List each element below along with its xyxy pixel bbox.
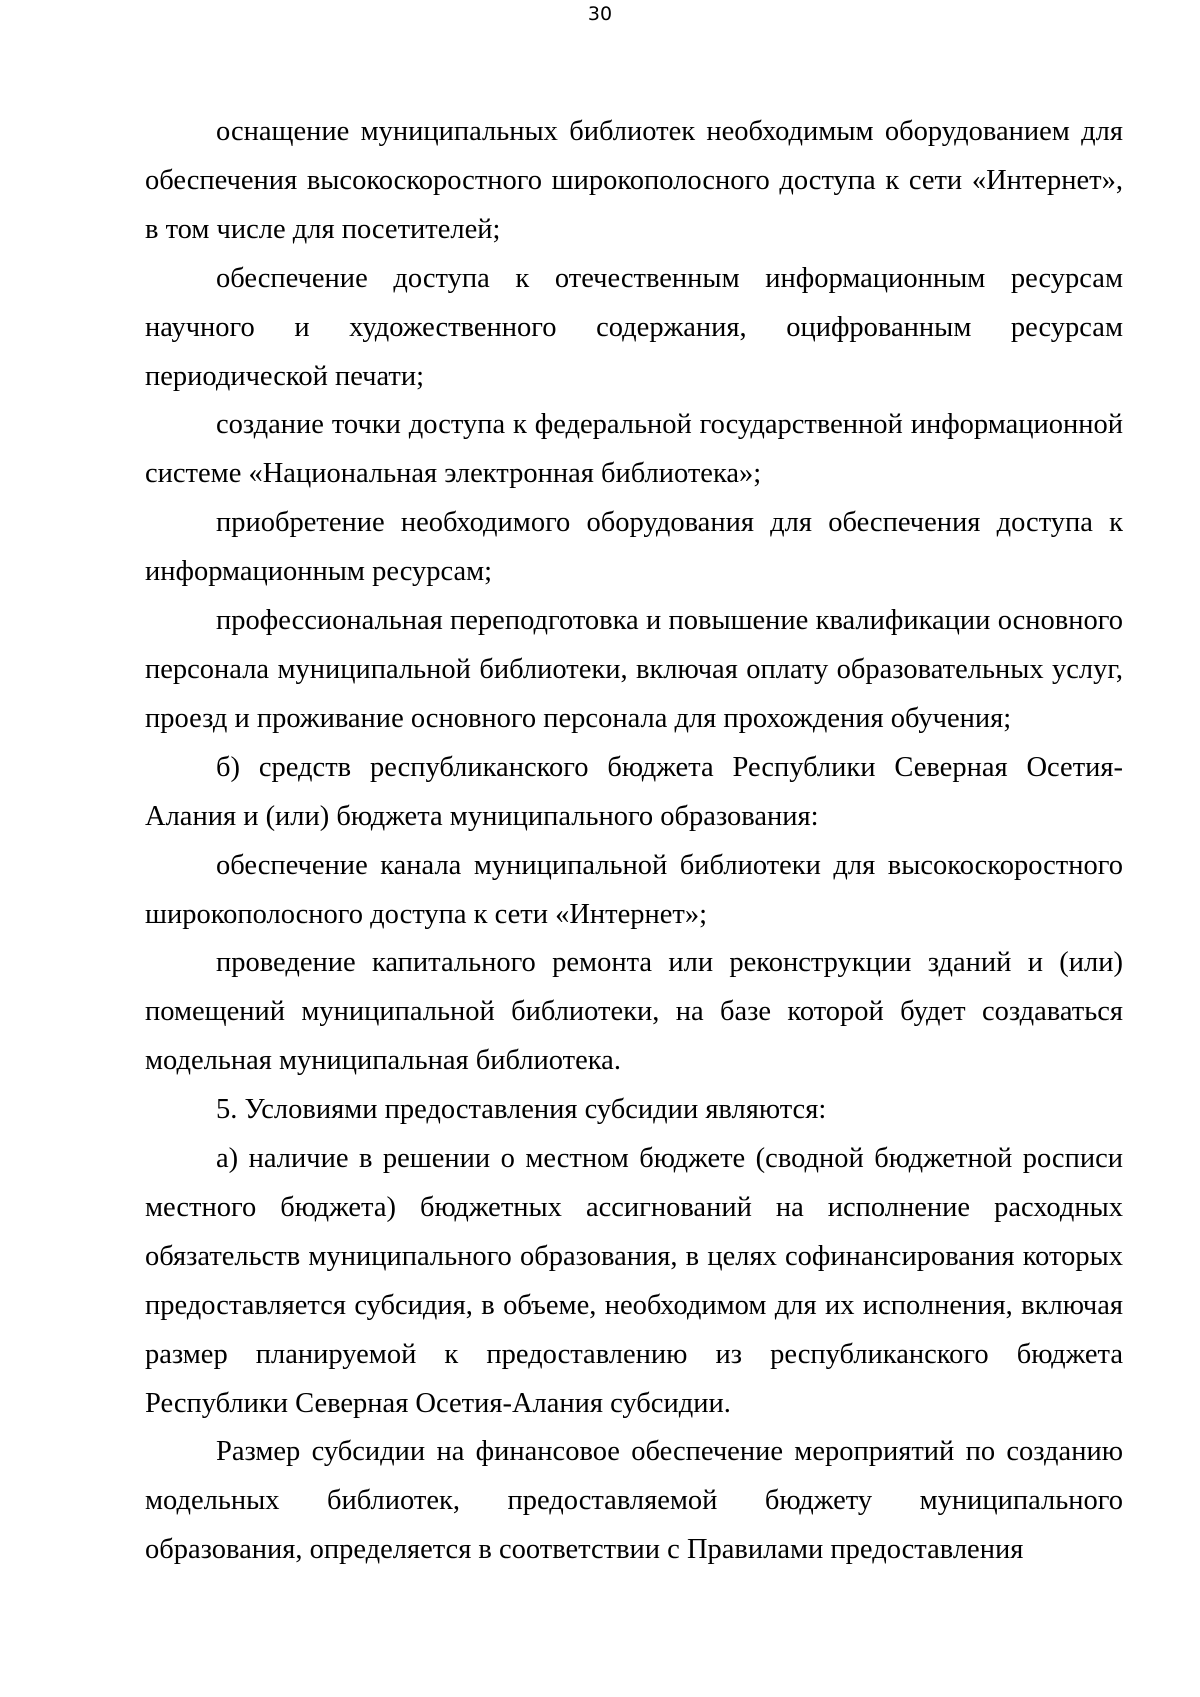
page-number: 30 <box>587 3 613 25</box>
paragraph: приобретение необходимого оборудования для обеспечения доступа к информационным ресурсам; <box>145 507 1123 588</box>
paragraph: создание точки доступа к федеральной государственной информационной системе «Национальная электронная библиотека»; <box>145 409 1123 490</box>
paragraph: 5. Условиями предоставления субсидии являются: <box>216 1094 827 1126</box>
paragraph: профессиональная переподготовка и повышение квалификации основного персонала муниципальной библиотеки, включая оплату образовательных услуг, проезд и проживание основного персонала для прохождения обучения; <box>145 605 1123 734</box>
paragraph: обеспечение доступа к отечественным информационным ресурсам научного и художественного содержания, оцифрованным ресурсам периодической печати; <box>145 262 1123 392</box>
paragraph: обеспечение канала муниципальной библиотеки для высокоскоростного широкополосного доступа к сети «Интернет»; <box>145 849 1123 930</box>
paragraph: а) наличие в решении о местном бюджете (сводной бюджетной росписи местного бюджета) бюджетных ассигнований на исполнение расходных обязательств муниципального образования, в целях софинансирования которых предоставляется субсидия, в объеме, необходимом для их исполнения, включая размер планируемой к предоставлению из республиканского бюджета Республики Северная Осетия-Алания субсидии. <box>145 1143 1123 1419</box>
document-body <box>145 108 1123 1575</box>
paragraph: проведение капитального ремонта или реконструкции зданий и (или) помещений муниципальной библиотеки, на базе которой будет создаваться модельная муниципальная библиотека. <box>145 947 1123 1077</box>
paragraph: б) средств республиканского бюджета Республики Северная Осетия-Алания и (или) бюджета муниципального образования: <box>145 751 1123 832</box>
paragraph: Размер субсидии на финансовое обеспечение мероприятий по созданию модельных библиотек, предоставляемой бюджету муниципального образования, определяется в соответствии с Правилами предоставления <box>145 1436 1123 1566</box>
paragraph: оснащение муниципальных библиотек необходимым оборудованием для обеспечения высокоскоростного широкополосного доступа к сети «Интернет», в том числе для посетителей; <box>145 116 1123 245</box>
